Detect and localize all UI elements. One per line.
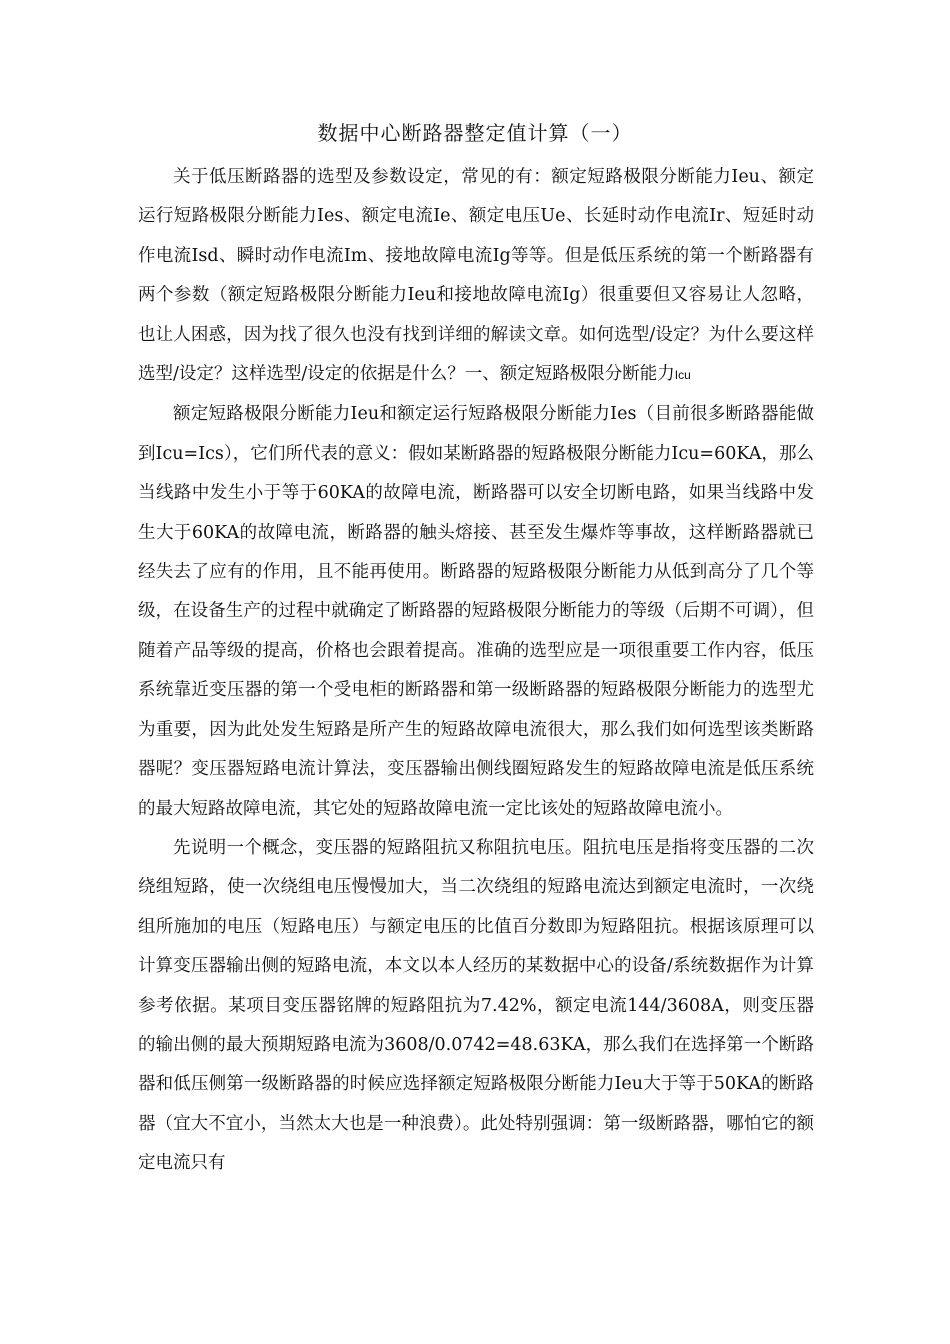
paragraph-intro — [138, 158, 814, 395]
paragraph-short-circuit-impedance: 先说明一个概念，变压器的短路阻抗又称阻抗电压。阻抗电压是指将变压器的二次绕组短路，使一次绕组电压慢慢加大，当二次绕组的短路电流达到额定电流时，一次绕组所施加的电压（短路电压）与额定电压的比值百分数即为短路阻抗。根据该原理可以计算变压器输出侧的短路电流，本文以本人经历的某数据中心的设备/系统数据作为计算参考依据。某项目变压器铭牌的短路阻抗为7.42%，额定电流144/3608A，则变压器的输出侧的最大预期短路电流为3608/0.0742=48.63KA，那么我们在选择第一个断路器和低压侧第一级断路器的时候应选择额定短路极限分断能力Ieu大于等于50KA的断路器（宜大不宜小，当然太大也是一种浪费）。此处特别强调：第一级断路器，哪怕它的额定电流只有 — [138, 837, 814, 1174]
document-body — [138, 158, 814, 1184]
paragraph-intro-tail: Icu — [674, 368, 691, 383]
paragraph-intro-text: 关于低压断路器的选型及参数设定，常见的有：额定短路极限分断能力Ieu、额定运行短路极限分断能力Ies、额定电流Ie、额定电压Ue、长延时动作电流Ir、短延时动作电流Isd、瞬时动作电流Im、接地故障电流Ig等等。但是低压系统的第一个断路器有两个参数（额定短路极限分断能力Ieu和接地故障电流Ig）很重要但又容易让人忽略，也让人困惑，因为找了很久也没有找到详细的解读文章。如何选型/设定？为什么要这样选型/设定？这样选型/设定的依据是什么？一、额定短路极限分断能力 — [138, 167, 814, 385]
document-title: 数据中心断路器整定值计算（一） — [317, 121, 633, 145]
paragraph-breaking-capacity: 额定短路极限分断能力Ieu和额定运行短路极限分断能力Ies（目前很多断路器能做到Icu=Ics），它们所代表的意义：假如某断路器的短路极限分断能力Icu=60KA，那么当线路中发生小于等于60KA的故障电流，断路器可以安全切断电路，如果当线路中发生大于60KA的故障电流，断路器的触头熔接、甚至发生爆炸等事故，这样断路器就已经失去了应有的作用，且不能再使用。断路器的短路极限分断能力从低到高分了几个等级，在设备生产的过程中就确定了断路器的短路极限分断能力的等级（后期不可调），但随着产品等级的提高，价格也会跟着提高。准确的选型应是一项很重要工作内容，低压系统靠近变压器的第一个受电柜的断路器和第一级断路器的短路极限分断能力的选型尤为重要，因为此处发生短路是所产生的短路故障电流很大，那么我们如何选型该类断路器呢？变压器短路电流计算法，变压器输出侧线圈短路发生的短路故障电流是低压系统的最大短路故障电流，其它处的短路故障电流一定比该处的短路故障电流小。 — [138, 404, 814, 819]
